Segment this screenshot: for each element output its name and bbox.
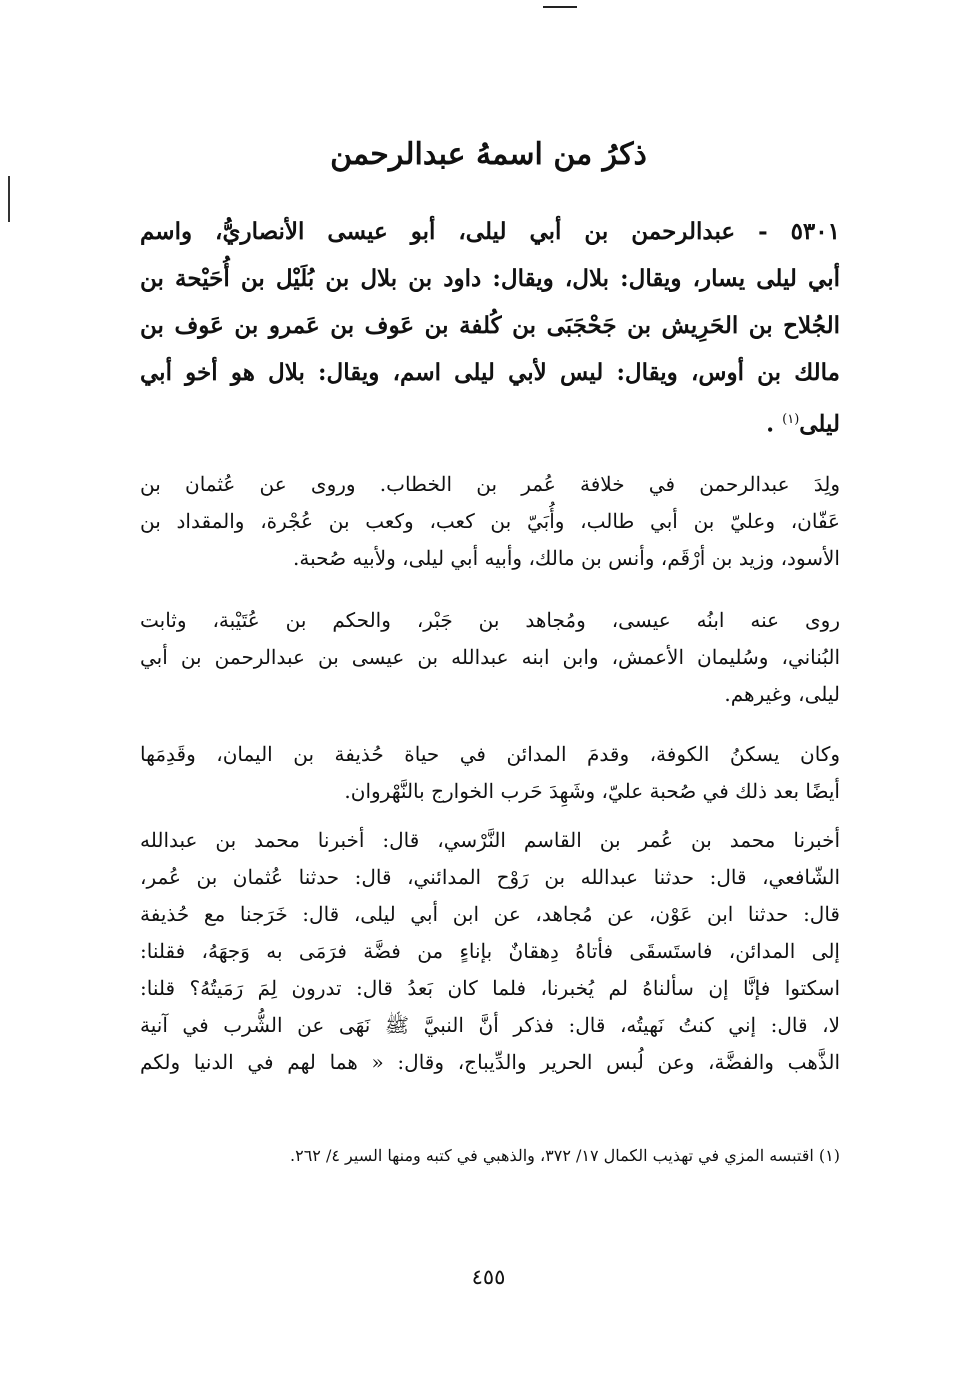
section-heading: ذكرُ من اسمهُ عبدالرحمن (330, 137, 647, 172)
biography-entry (140, 208, 840, 448)
paragraph-line: أخبرنا محمد بن عُمر بن القاسم النَّرْسي، قال: أخبرنا محمد بن عبدالله (140, 828, 841, 852)
paragraph-line: وكان يسكنُ الكوفة، وقدمَ المدائن في حياة حُذيفة بن اليمان، وقَدِمَها (140, 742, 840, 766)
paragraph-line: الشّافعي، قال: حدثنا عبدالله بن رَوْح المدائني، قال: حدثنا عُثمان بن عُمر، (140, 865, 840, 889)
paragraph-students (140, 602, 840, 713)
paragraph-line: الأسود، وزيد بن أرْقَم، وأنس بن مالك، وأبيه أبي ليلى، ولأبيه صُحبة. (293, 546, 840, 570)
paragraph-birth-and-teachers (140, 466, 840, 577)
entry-line (140, 396, 840, 448)
paragraph-line: قال: حدثنا ابن عَوْن، عن مُجاهد، عن ابن أبي ليلى، قال: خَرَجنا مع حُذيفة (140, 902, 840, 926)
entry-line: الجُلاح بن الحَرِيش بن جَحْجَبَى بن كُلفة بن عَوف بن عَمرو بن عَوف بن (140, 312, 840, 339)
margin-mark (8, 176, 12, 222)
entry-line: ٥٣٠١ - عبدالرحمن بن أبي ليلى، أبو عيسى الأنصاريُّ، واسم (140, 218, 840, 245)
paragraph-line: إلى المدائن، فاستَسقَى فأتاهُ دِهقانٌ بإناءٍ من فضَّة فرَمَى به وَجهَهُ، فقلنا: (140, 939, 840, 963)
paragraph-line: أيضًا بعد ذلك في صُحبة عليّ، وشَهِدَ حَرب الخوارج بالنَّهْروان. (344, 779, 840, 803)
footnote-reference: (١) (782, 412, 800, 427)
page-number: ٤٥٥ (471, 1265, 506, 1289)
paragraph-residence (140, 736, 840, 810)
paragraph-line: البُناني، وسُليمان الأعمش، وابن ابنه عبدالله بن عيسى بن عبدالرحمن بن أبي (140, 645, 841, 669)
paragraph-line: اسكتوا فإنَّا إن سألناهُ لم يُخبرنا، فلما كان بَعدُ قال: تدرون لِمَ رَمَيتُهُ؟ قلنا: (140, 976, 840, 1000)
entry-last-word: ليلى (799, 410, 840, 438)
entry-end-mark: . (766, 410, 775, 438)
entry-line: مالك بن أوس، ويقال: ليس لأبي ليلى اسم، ويقال: بلال هو أخو أبي (140, 359, 840, 386)
top-edge-mark (543, 6, 577, 8)
paragraph-line: ليلى، وغيرهم. (724, 682, 840, 706)
footnote: (١) اقتبسه المزي في تهذيب الكمال ١٧/ ٣٧٢، والذهبي في كتبه ومنها السير ٤/ ٢٦٢. (290, 1146, 840, 1165)
paragraph-narration (140, 822, 840, 1081)
paragraph-line: ولِدَ عبدالرحمن في خلافة عُمر بن الخطاب. وروى عن عُثمان بن (140, 472, 840, 496)
paragraph-line: الذَّهب والفضَّة، وعن لُبس الحرير والدِّيباج، وقال: « هما لهم في الدنيا ولكم (140, 1050, 840, 1074)
paragraph-line: روى عنه ابنُه عيسى، ومُجاهد بن جَبْر، والحكم بن عُتَيْبة، وثابت (140, 608, 840, 632)
paragraph-line: عَفّان، وعليّ بن أبي طالب، وأُبَيّ بن كعب، وكعب بن عُجْرة، والمقداد بن (140, 509, 840, 533)
entry-line: أبي ليلى يسار، ويقال: بلال، ويقال: داود بن بلال بن بُلَيْل بن أُحَيْحة بن (140, 265, 840, 292)
paragraph-line: لا، قال: إني كنتُ نَهيتُه، قال: فذكر أنَّ النبيَّ ﷺ نَهَى عن الشُّرب في آنية (140, 1013, 840, 1037)
